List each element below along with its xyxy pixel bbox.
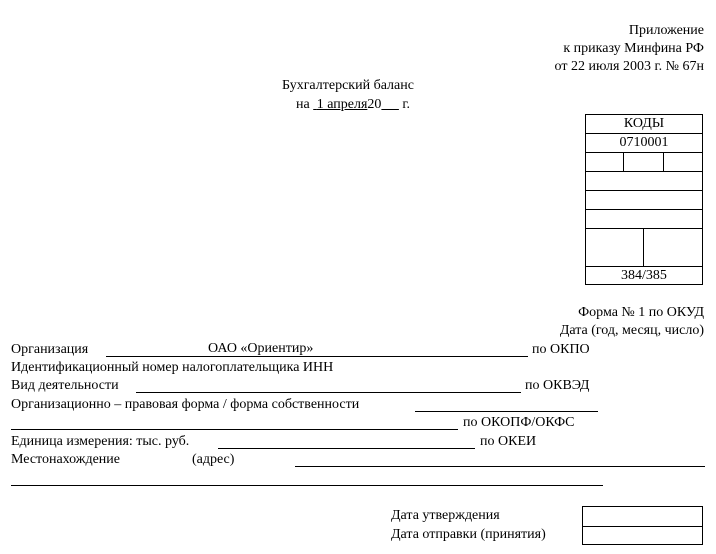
sent-date-label: Дата отправки (принятия) xyxy=(391,527,546,542)
organization-line xyxy=(106,356,528,357)
date-prefix: на xyxy=(296,97,310,112)
okei-code: 384/385 xyxy=(586,266,702,284)
location-line-2 xyxy=(11,485,603,486)
date-label: Дата (год, месяц, число) xyxy=(559,323,704,338)
address-hint: (адрес) xyxy=(192,452,235,467)
okved-label: по ОКВЭД xyxy=(525,378,590,393)
sent-date-box xyxy=(582,526,703,545)
year-blank xyxy=(381,97,399,112)
organization-label: Организация xyxy=(11,342,89,357)
activity-line xyxy=(136,392,521,393)
unit-line xyxy=(218,448,475,449)
inn-label: Идентификационный номер налогоплательщика ИНН xyxy=(11,360,334,375)
document-title: Бухгалтерский баланс xyxy=(282,78,414,93)
unit-label: Единица измерения: тыс. руб. xyxy=(11,434,190,449)
activity-label: Вид деятельности xyxy=(11,378,119,393)
okopf-okfs-label: по ОКОПФ/ОКФС xyxy=(463,415,575,430)
okud-code: 0710001 xyxy=(586,133,702,152)
form-okud-label: Форма № 1 по ОКУД xyxy=(578,305,704,320)
approval-date-box xyxy=(582,506,703,527)
year-suffix: г. xyxy=(402,97,411,112)
inn-code xyxy=(586,190,702,209)
location-label: Местонахождение xyxy=(11,452,121,467)
organization-value: ОАО «Ориентир» xyxy=(208,341,314,356)
year-prefix: 20 xyxy=(367,97,382,112)
okei-label: по ОКЕИ xyxy=(480,434,537,449)
date-code-cells xyxy=(586,152,702,171)
okpo-code xyxy=(586,171,702,190)
okved-code xyxy=(586,209,702,228)
appendix-label: Приложение xyxy=(628,23,704,38)
approval-date-label: Дата утверждения xyxy=(391,508,500,523)
legal-form-line-1 xyxy=(415,411,598,412)
legal-form-line-2 xyxy=(11,429,458,430)
codes-header: КОДЫ xyxy=(623,116,665,131)
okpo-label: по ОКПО xyxy=(532,342,590,357)
order-date: от 22 июля 2003 г. № 67н xyxy=(554,59,704,74)
date-value: 1 апреля xyxy=(316,97,368,112)
legal-form-label: Организационно – правовая форма / форма собственности xyxy=(11,397,360,412)
codes-table xyxy=(585,114,703,285)
okopf-okfs-code xyxy=(586,228,702,266)
location-line-1 xyxy=(295,466,705,467)
balance-date xyxy=(296,97,410,113)
order-reference: к приказу Минфина РФ xyxy=(563,41,704,56)
